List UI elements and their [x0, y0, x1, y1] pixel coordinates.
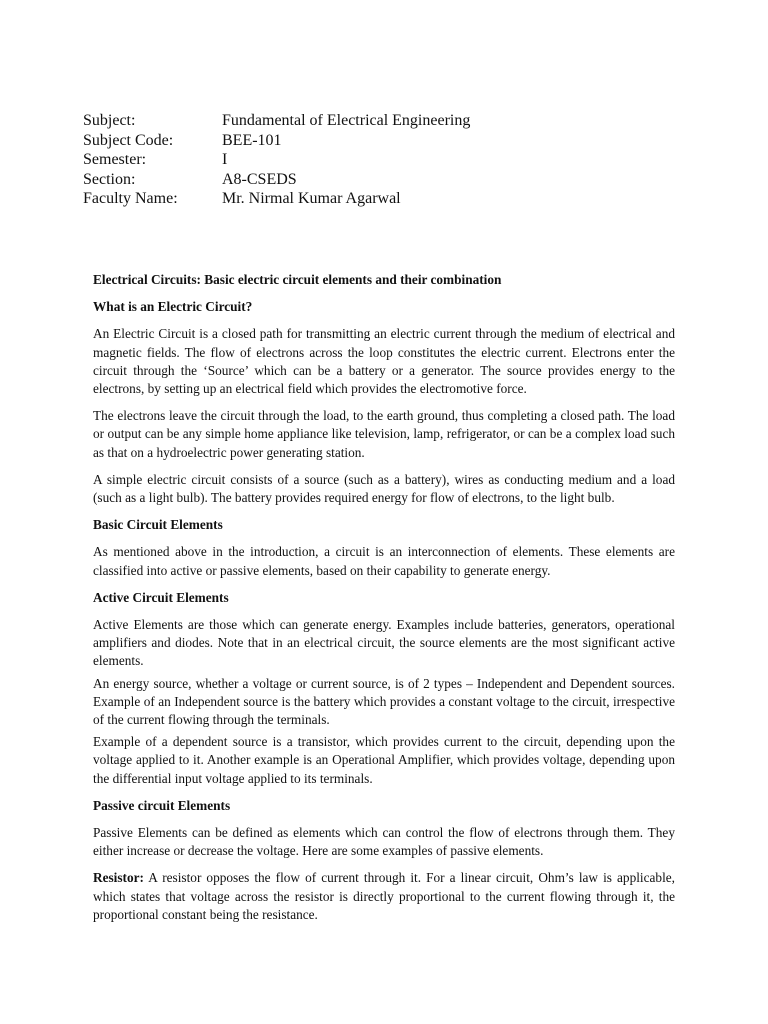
semester-row — [83, 150, 470, 170]
faculty-name-label: Faculty Name: — [83, 190, 178, 208]
paragraph-circuit-definition: An Electric Circuit is a closed path for transmitting an electric current through the medium of electrical and magnetic fields. The flow of electrons across the loop constitutes the electric current. Electrons enter the circuit through the ‘Source’ which can be a battery or a generator. The source provides energy to the electrons, by setting up an electrical field which provides the electromotive force. — [93, 326, 675, 397]
paragraph-resistor — [93, 869, 675, 924]
subject-code-label: Subject Code: — [83, 131, 174, 149]
section-value: A8-CSEDS — [222, 170, 297, 188]
subject-label: Subject: — [83, 112, 136, 129]
faculty-name-row — [83, 189, 470, 209]
section-label: Section: — [83, 170, 136, 188]
semester-value: I — [222, 151, 228, 169]
document-body — [93, 271, 675, 933]
paragraph-passive-elements: Passive Elements can be defined as elements which can control the flow of electrons through them. They either increase or decrease the voltage. Here are some examples of passive elements. — [93, 825, 675, 859]
document-title: Electrical Circuits: Basic electric circuit elements and their combination — [93, 272, 502, 287]
paragraph-basic-elements: As mentioned above in the introduction, a circuit is an interconnection of elements. These elements are classified into active or passive elements, based on their capability to generate energy. — [93, 544, 675, 578]
semester-label: Semester: — [83, 151, 147, 169]
subject-info-table — [83, 111, 470, 209]
active-elements-heading: Active Circuit Elements — [93, 589, 229, 605]
what-is-circuit-heading: What is an Electric Circuit? — [93, 299, 253, 315]
subject-row — [83, 111, 470, 131]
paragraph-simple-circuit: A simple electric circuit consists of a source (such as a battery), wires as conducting medium and a load (such as a light bulb). The battery provides required energy for flow of electrons, to the light bulb. — [93, 471, 675, 506]
basic-elements-heading: Basic Circuit Elements — [93, 517, 223, 533]
resistor-label: Resistor: — [93, 870, 144, 886]
subject-code-row — [83, 131, 470, 151]
faculty-name-value: Mr. Nirmal Kumar Agarwal — [222, 190, 401, 208]
section-row — [83, 170, 470, 190]
paragraph-dependent-source: Example of a dependent source is a transistor, which provides current to the circuit, depending upon the voltage applied to it. Another example is an Operational Amplifier, which provides voltage, depending upon the differential input voltage applied to its terminals. — [93, 734, 675, 786]
resistor-description: A resistor opposes the flow of current through it. For a linear circuit, Ohm’s law is applicable, which states that voltage across the resistor is directly proportional to the current flowing through it, the proportional constant being the resistance. — [93, 870, 675, 922]
paragraph-electrons-load: The electrons leave the circuit through the load, to the earth ground, thus completing a closed path. The load or output can be any simple home appliance like television, lamp, refrigerator, or can be a complex load such as that on a hydroelectric power generating station. — [93, 408, 675, 460]
paragraph-energy-source: An energy source, whether a voltage or current source, is of 2 types – Independent and Dependent sources. Example of an Independent source is the battery which provides a constant voltage to the circuit, irrespective of the current flowing through the terminals. — [93, 675, 675, 728]
paragraph-active-elements: Active Elements are those which can generate energy. Examples include batteries, generators, operational amplifiers and diodes. Note that in an electrical circuit, the source elements are the most significant active elements. — [93, 617, 675, 669]
subject-code-value: BEE-101 — [222, 131, 282, 149]
subject-value: Fundamental of Electrical Engineering — [222, 112, 471, 129]
passive-elements-heading: Passive circuit Elements — [93, 797, 231, 813]
